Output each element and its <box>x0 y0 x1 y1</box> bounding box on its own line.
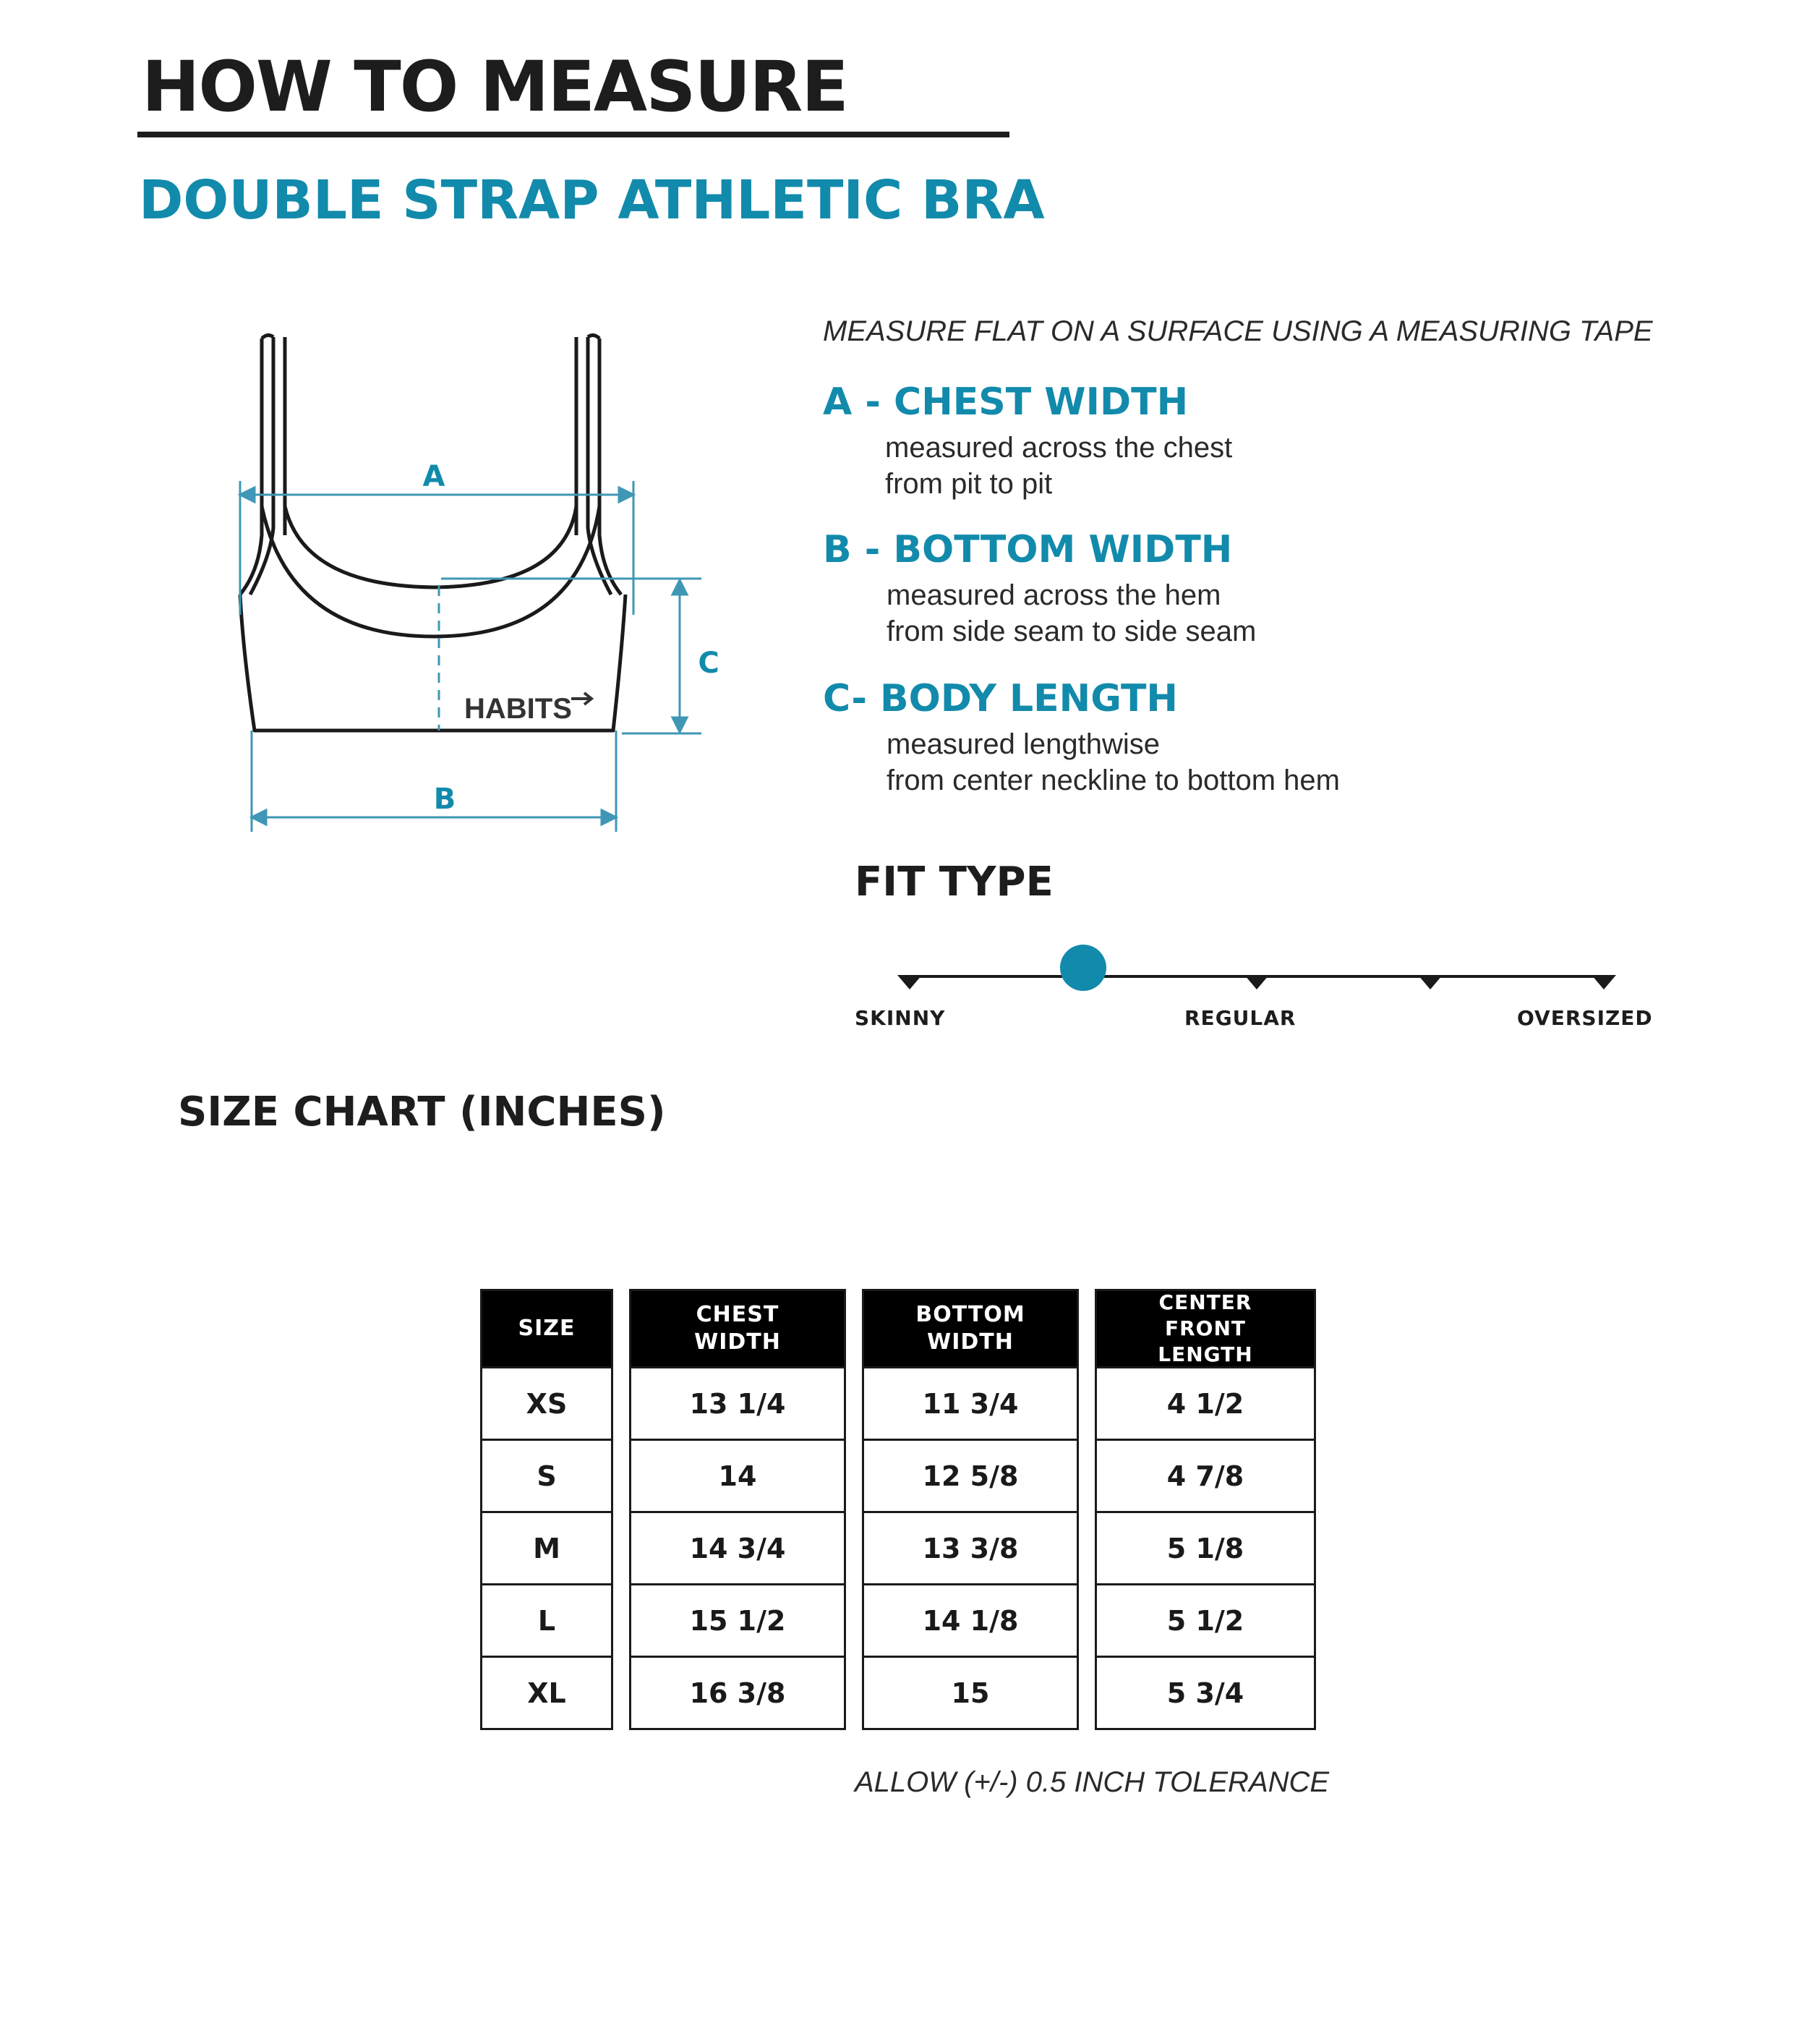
center-front-length-cell: 4 7/8 <box>1095 1439 1316 1513</box>
fit-selected-marker <box>1060 945 1106 991</box>
size-cell: S <box>480 1439 613 1513</box>
center-front-length-cell: 5 3/4 <box>1095 1656 1316 1730</box>
measure-instruction: MEASURE FLAT ON A SURFACE USING A MEASURING TAPE <box>823 315 1653 347</box>
label-a: A <box>422 460 445 493</box>
page-title: HOW TO MEASURE <box>142 46 847 127</box>
fit-scale-tick <box>1592 975 1616 989</box>
bottom-width-description: measured across the hem from side seam to side seam <box>887 579 1257 647</box>
bottom-width-cell: 11 3/4 <box>862 1366 1079 1441</box>
product-name: DOUBLE STRAP ATHLETIC BRA <box>139 169 1045 231</box>
fit-type-scale <box>882 933 1634 998</box>
size-cell: M <box>480 1511 613 1585</box>
chest-width-cell: 14 <box>629 1439 846 1513</box>
size-header: SIZE <box>480 1289 613 1368</box>
bottom-width-cell: 12 5/8 <box>862 1439 1079 1513</box>
chest-width-cell: 14 3/4 <box>629 1511 846 1585</box>
chest-width-header: CHEST WIDTH <box>629 1289 846 1368</box>
logo-arrow-icon <box>571 693 591 704</box>
center-front-length-cell: 4 1/2 <box>1095 1366 1316 1441</box>
fit-scale-tick <box>1244 975 1269 989</box>
fit-label-oversized: OVERSIZED <box>1517 1006 1653 1030</box>
center-front-length-cell: 5 1/2 <box>1095 1583 1316 1658</box>
fit-type-heading: FIT TYPE <box>855 859 1054 906</box>
tolerance-note: ALLOW (+/-) 0.5 INCH TOLERANCE <box>855 1766 1330 1798</box>
fit-scale-group <box>897 945 1616 991</box>
body-length-heading: C- BODY LENGTH <box>823 677 1178 720</box>
chest-width-cell: 15 1/2 <box>629 1583 846 1658</box>
bottom-width-cell: 15 <box>862 1656 1079 1730</box>
fit-scale-tick <box>897 975 922 989</box>
chest-width-heading: A - CHEST WIDTH <box>823 380 1189 424</box>
chest-width-column <box>629 1289 846 1730</box>
fit-label-regular: REGULAR <box>1184 1006 1296 1030</box>
bottom-width-cell: 13 3/8 <box>862 1511 1079 1585</box>
bra-outline <box>240 335 625 731</box>
bottom-width-heading: B - BOTTOM WIDTH <box>823 528 1233 571</box>
body-length-description: measured lengthwise from center neckline to bottom hem <box>887 728 1340 796</box>
size-cell: XS <box>480 1366 613 1441</box>
size-chart-heading: SIZE CHART (INCHES) <box>178 1089 666 1136</box>
brand-logo: HABITS <box>464 693 572 725</box>
center-front-length-cell: 5 1/8 <box>1095 1511 1316 1585</box>
garment-diagram <box>217 318 738 853</box>
size-cell: L <box>480 1583 613 1658</box>
center-front-length-column <box>1095 1289 1316 1730</box>
fit-label-skinny: SKINNY <box>855 1006 946 1030</box>
bottom-width-column <box>862 1289 1079 1730</box>
center-front-length-header: CENTER FRONT LENGTH <box>1095 1289 1316 1368</box>
title-underline <box>137 132 1009 137</box>
fit-scale-tick <box>1418 975 1443 989</box>
bottom-width-header: BOTTOM WIDTH <box>862 1289 1079 1368</box>
bottom-width-cell: 14 1/8 <box>862 1583 1079 1658</box>
label-c: C <box>698 647 719 680</box>
size-column <box>480 1289 613 1730</box>
chest-width-cell: 16 3/8 <box>629 1656 846 1730</box>
chest-width-description: measured across the chest from pit to pit <box>885 432 1233 500</box>
chest-width-cell: 13 1/4 <box>629 1366 846 1441</box>
size-cell: XL <box>480 1656 613 1730</box>
label-b: B <box>433 783 456 816</box>
